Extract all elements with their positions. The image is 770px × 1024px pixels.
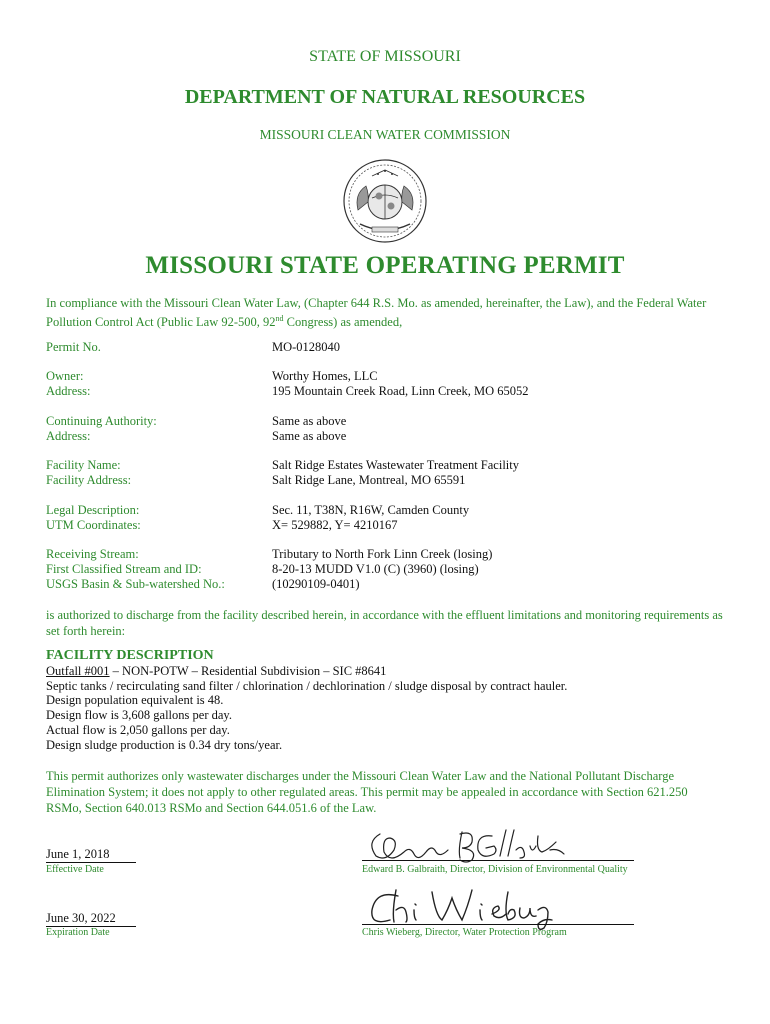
authorization-paragraph: is authorized to discharge from the facility described herein, in accordance with the effluent limitations and monitoring requirements as set forth herein: — [46, 608, 723, 638]
intro-text-end: Congress) as amended, — [283, 315, 403, 330]
intro-superscript: nd — [275, 314, 284, 323]
outfall-description: – NON-POTW – Residential Subdivision – SIC #8641 — [109, 664, 387, 678]
facility-line: Septic tanks / recirculating sand filter / chlorination / dechlorination / sludge disposal by contract hauler. — [46, 678, 568, 693]
field-label: Continuing Authority: Address: — [46, 414, 157, 443]
facility-line: Design population equivalent is 48. — [46, 693, 224, 708]
facility-description-body — [46, 664, 567, 752]
effective-date: June 1, 2018 — [46, 847, 136, 863]
field-value: Sec. 11, T38N, R16W, Camden County X= 529882, Y= 4210167 — [272, 503, 470, 532]
permit-notice: This permit authorizes only wastewater discharges under the Missouri Clean Water Law and the National Pollutant Discharge Elimination System; it does not apply to other regulated areas. This permit may be appealed in accordance with Section 621.250 RSMo, Section 640.013 RSMo and Section 644.051.6 of the Law. — [46, 769, 688, 815]
field-label: Owner: Address: — [46, 369, 91, 398]
field-value: MO-0128040 — [272, 340, 341, 354]
expiration-date-label: Expiration Date — [46, 927, 110, 938]
outfall-line — [46, 664, 567, 679]
facility-line: Design sludge production is 0.34 dry tons/year. — [46, 737, 283, 752]
department-heading: DEPARTMENT OF NATURAL RESOURCES — [184, 86, 586, 108]
field-label: Receiving Stream: First Classified Stream and ID: USGS Basin & Sub-watershed No.: — [46, 547, 225, 591]
field-value: Salt Ridge Estates Wastewater Treatment Facility Salt Ridge Lane, Montreal, MO 65591 — [272, 458, 519, 487]
field-value: Tributary to North Fork Linn Creek (losing) 8-20-13 MUDD V1.0 (C) (3960) (losing) (10290109-0401) — [272, 547, 493, 591]
facility-line: Actual flow is 2,050 gallons per day. — [46, 722, 230, 737]
signer-1-title: Edward B. Galbraith, Director, Division of Environmental Quality — [362, 864, 628, 875]
field-label: Facility Name: Facility Address: — [46, 458, 132, 487]
missouri-seal-icon — [342, 158, 428, 244]
signature-line — [362, 924, 634, 925]
field-label: Permit No. — [46, 340, 101, 354]
commission-heading: MISSOURI CLEAN WATER COMMISSION — [259, 127, 511, 142]
effective-date-label: Effective Date — [46, 864, 104, 875]
facility-line: Design flow is 3,608 gallons per day. — [46, 708, 232, 723]
field-label: Legal Description: UTM Coordinates: — [46, 503, 141, 532]
intro-paragraph — [46, 295, 726, 330]
expiration-date: June 30, 2022 — [46, 911, 136, 927]
outfall-number: Outfall #001 — [46, 664, 110, 678]
signature-line — [362, 860, 634, 861]
permit-title: MISSOURI STATE OPERATING PERMIT — [145, 252, 625, 279]
signer-2-title: Chris Wieberg, Director, Water Protection Program — [362, 927, 567, 938]
field-value: Same as above Same as above — [272, 414, 347, 443]
field-value: Worthy Homes, LLC 195 Mountain Creek Road, Linn Creek, MO 65052 — [272, 369, 529, 398]
intro-text: In compliance with the Missouri Clean Water Law, (Chapter 644 R.S. Mo. as amended, hereinafter, the Law), and the Federal Water Pollution Control Act (Public Law 92-500, 92 — [46, 296, 707, 330]
facility-description-heading: FACILITY DESCRIPTION — [46, 648, 214, 663]
state-heading: STATE OF MISSOURI — [309, 48, 461, 65]
